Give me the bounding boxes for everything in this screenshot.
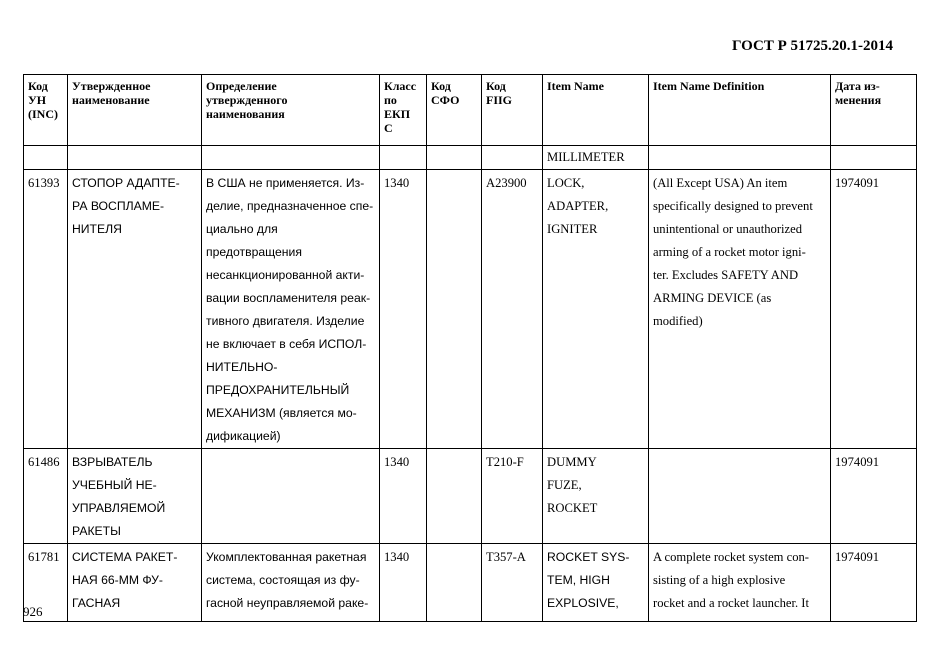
cell-definition [202, 449, 380, 544]
cell-sfo [427, 544, 482, 622]
col-header-sfo: Код СФО [427, 75, 482, 146]
col-header-approved-name: Утвержденное наименование [68, 75, 202, 146]
cell-approved-name [68, 146, 202, 170]
cell-change-date [831, 146, 917, 170]
cell-fiig [482, 146, 543, 170]
cell-inc: 61781 [24, 544, 68, 622]
col-header-fiig: Код FIIG [482, 75, 543, 146]
cell-sfo [427, 449, 482, 544]
cell-class: 1340 [380, 544, 427, 622]
col-header-item-name: Item Name [543, 75, 649, 146]
cell-definition [202, 146, 380, 170]
cell-sfo [427, 170, 482, 449]
cell-inc: 61486 [24, 449, 68, 544]
cell-fiig: A23900 [482, 170, 543, 449]
cell-approved-name: СТОПОР АДАПТЕ- РА ВОСПЛАМЕ- НИТЕЛЯ [68, 170, 202, 449]
cell-class: 1340 [380, 449, 427, 544]
cell-class: 1340 [380, 170, 427, 449]
cell-sfo [427, 146, 482, 170]
cell-inc [24, 146, 68, 170]
cell-fiig: T210-F [482, 449, 543, 544]
cell-change-date: 1974091 [831, 449, 917, 544]
cell-change-date: 1974091 [831, 544, 917, 622]
table-row [24, 449, 917, 544]
document-header: ГОСТ Р 51725.20.1-2014 [731, 38, 893, 54]
cell-item-name: DUMMY FUZE, ROCKET [543, 449, 649, 544]
cell-definition: В США не применяется. Из- делие, предназначенное спе- циально для предотвращения несанкционированной акти- вации воспламенителя реак- тивного двигателя. Изделие не включает в себя ИСПОЛ- НИТЕЛЬНО- ПРЕДОХРАНИТЕЛЬНЫЙ МЕХАНИЗМ (является мо- дификацией) [202, 170, 380, 449]
col-header-class: Класс по ЕКП С [380, 75, 427, 146]
cell-approved-name: СИСТЕМА РАКЕТ- НАЯ 66-ММ ФУ- ГАСНАЯ [68, 544, 202, 622]
col-header-change-date: Дата из- менения [831, 75, 917, 146]
page-number: 926 [23, 604, 43, 619]
table-row [24, 544, 917, 622]
cell-approved-name: ВЗРЫВАТЕЛЬ УЧЕБНЫЙ НЕ- УПРАВЛЯЕМОЙ РАКЕТЫ [68, 449, 202, 544]
cell-item-definition [649, 146, 831, 170]
table-row [24, 146, 917, 170]
col-header-item-definition: Item Name Definition [649, 75, 831, 146]
cell-item-definition: A complete rocket system con- sisting of a high explosive rocket and a rocket launcher. It [649, 544, 831, 622]
cell-item-name: MILLIMETER [543, 146, 649, 170]
cell-change-date: 1974091 [831, 170, 917, 449]
cell-class [380, 146, 427, 170]
cell-item-definition: (All Except USA) An item specifically designed to prevent unintentional or unauthorized arming of a rocket motor igni- ter. Excludes SAFETY AND ARMING DEVICE (as modified) [649, 170, 831, 449]
table-header-row [24, 75, 917, 146]
cell-item-definition [649, 449, 831, 544]
cell-item-name: ROCKET SYS- TEM, HIGH EXPLOSIVE, [543, 544, 649, 622]
cell-fiig: T357-A [482, 544, 543, 622]
col-header-definition: Определение утвержденного наименования [202, 75, 380, 146]
cell-definition: Укомплектованная ракетная система, состоящая из фу- гасной неуправляемой раке- [202, 544, 380, 622]
cell-inc: 61393 [24, 170, 68, 449]
table-row [24, 170, 917, 449]
specification-table [23, 74, 917, 622]
col-header-inc: Код УН (INC) [24, 75, 68, 146]
cell-item-name: LOCK, ADAPTER, IGNITER [543, 170, 649, 449]
